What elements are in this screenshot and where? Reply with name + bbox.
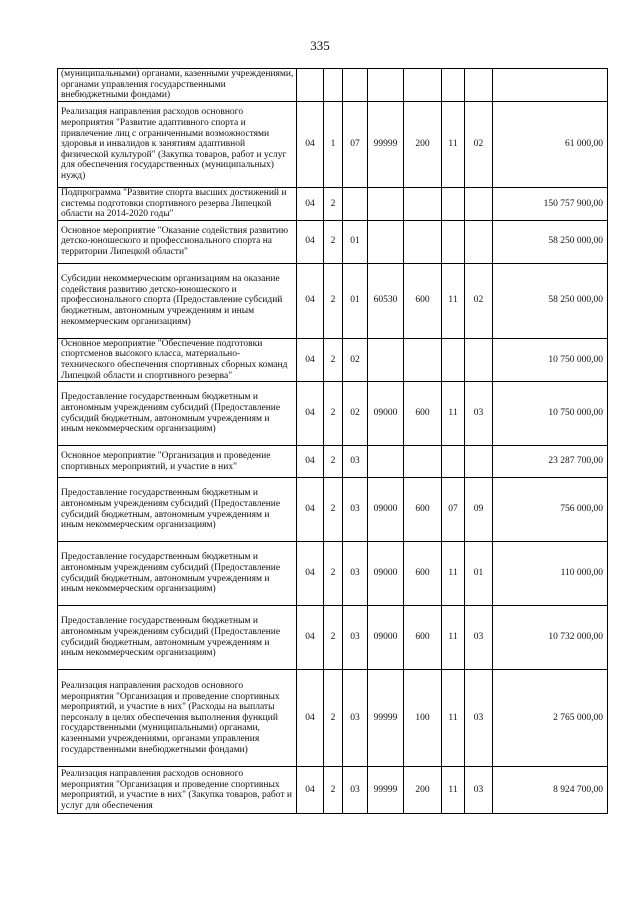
amount-cell: 58 250 000,00 <box>493 220 608 263</box>
subsection-code-cell <box>343 69 368 102</box>
row-name-cell: Реализация направления расходов основного мероприятия "Организация и проведение спортивных мероприятий, и участие в них" (Расходы на выплаты персоналу в целях обеспечения выполнения функций государственными (муниципальными) органами, казенными учреждениями, органами управления государственными внебюджетными фондами) <box>58 670 297 767</box>
subdivision-code-cell <box>465 220 493 263</box>
ministry-code-cell: 04 <box>297 188 324 221</box>
ministry-code-cell: 04 <box>297 670 324 767</box>
subdivision-code-cell: 03 <box>465 670 493 767</box>
amount-cell: 23 287 700,00 <box>493 446 608 478</box>
expense-type-cell: 100 <box>404 670 442 767</box>
row-name-cell: Предоставление государственным бюджетным и автономным учреждениям субсидий (Предоставление субсидий бюджетным, автономным учреждениям и иным некоммерческим организациям) <box>58 542 297 606</box>
subdivision-code-cell: 02 <box>465 263 493 338</box>
row-name-cell: Реализация направления расходов основного мероприятия "Развитие адаптивного спорта и привлечение лиц с ограниченными возможностями здоровья и инвалидов к занятиям адаптивной физической культурой" (Закупка товаров, работ и услуг для обеспечения государственных (муниципальных) нужд) <box>58 102 297 188</box>
section-code-cell <box>324 69 343 102</box>
ministry-code-cell: 04 <box>297 478 324 542</box>
amount-cell: 61 000,00 <box>493 102 608 188</box>
section-code-cell: 2 <box>324 542 343 606</box>
division-code-cell: 11 <box>442 263 465 338</box>
table-row <box>58 338 608 381</box>
subdivision-code-cell: 01 <box>465 542 493 606</box>
subsection-code-cell: 03 <box>343 767 368 814</box>
subsection-code-cell: 02 <box>343 338 368 381</box>
target-code-cell: 09000 <box>368 478 404 542</box>
ministry-code-cell: 04 <box>297 102 324 188</box>
target-code-cell: 99999 <box>368 767 404 814</box>
row-name-cell: Субсидии некоммерческим организациям на оказание содействия развитию детско-юношеского и профессионального спорта (Предоставление субсидий бюджетным, автономным учреждениям и иным некоммерческим организациям) <box>58 263 297 338</box>
ministry-code-cell <box>297 69 324 102</box>
ministry-code-cell: 04 <box>297 767 324 814</box>
section-code-cell: 2 <box>324 263 343 338</box>
division-code-cell: 11 <box>442 606 465 670</box>
subdivision-code-cell: 03 <box>465 606 493 670</box>
table-row <box>58 446 608 478</box>
section-code-cell: 2 <box>324 446 343 478</box>
expense-type-cell: 600 <box>404 382 442 446</box>
row-name-cell: Предоставление государственным бюджетным и автономным учреждениям субсидий (Предоставление субсидий бюджетным, автономным учреждениям и иным некоммерческим организациям) <box>58 606 297 670</box>
amount-cell: 150 757 900,00 <box>493 188 608 221</box>
row-name-cell: Подпрограмма "Развитие спорта высших достижений и системы подготовки спортивного резерва Липецкой области на 2014-2020 годы" <box>58 188 297 221</box>
expense-type-cell: 600 <box>404 478 442 542</box>
ministry-code-cell: 04 <box>297 446 324 478</box>
expense-type-cell <box>404 338 442 381</box>
amount-cell: 8 924 700,00 <box>493 767 608 814</box>
subsection-code-cell: 02 <box>343 382 368 446</box>
amount-cell: 10 750 000,00 <box>493 338 608 381</box>
expense-type-cell: 600 <box>404 606 442 670</box>
subsection-code-cell: 03 <box>343 606 368 670</box>
table-row <box>58 382 608 446</box>
division-code-cell <box>442 69 465 102</box>
table-row <box>58 69 608 102</box>
table-row <box>58 606 608 670</box>
amount-cell: 2 765 000,00 <box>493 670 608 767</box>
table-row <box>58 670 608 767</box>
subdivision-code-cell: 03 <box>465 382 493 446</box>
section-code-cell: 1 <box>324 102 343 188</box>
division-code-cell <box>442 220 465 263</box>
section-code-cell: 2 <box>324 767 343 814</box>
expense-type-cell <box>404 220 442 263</box>
row-name-cell: Основное мероприятие "Организация и проведение спортивных мероприятий, и участие в них" <box>58 446 297 478</box>
target-code-cell: 09000 <box>368 542 404 606</box>
section-code-cell: 2 <box>324 382 343 446</box>
subdivision-code-cell: 09 <box>465 478 493 542</box>
division-code-cell: 11 <box>442 102 465 188</box>
expense-type-cell: 200 <box>404 767 442 814</box>
target-code-cell: 99999 <box>368 670 404 767</box>
expense-type-cell <box>404 446 442 478</box>
ministry-code-cell: 04 <box>297 382 324 446</box>
subsection-code-cell: 03 <box>343 670 368 767</box>
row-name-cell: Основное мероприятие "Оказание содействия развитию детско-юношеского и профессионального спорта на территории Липецкой области" <box>58 220 297 263</box>
target-code-cell <box>368 69 404 102</box>
subsection-code-cell: 03 <box>343 478 368 542</box>
target-code-cell: 99999 <box>368 102 404 188</box>
table-row <box>58 542 608 606</box>
table-row <box>58 102 608 188</box>
section-code-cell: 2 <box>324 188 343 221</box>
expense-type-cell <box>404 188 442 221</box>
subsection-code-cell: 01 <box>343 263 368 338</box>
ministry-code-cell: 04 <box>297 263 324 338</box>
row-name-cell: (муниципальными) органами, казенными учреждениями, органами управления государственными внебюджетными фондами) <box>58 69 297 102</box>
amount-cell: 10 732 000,00 <box>493 606 608 670</box>
budget-table <box>57 68 608 814</box>
target-code-cell: 60530 <box>368 263 404 338</box>
division-code-cell: 07 <box>442 478 465 542</box>
subsection-code-cell: 07 <box>343 102 368 188</box>
subdivision-code-cell <box>465 188 493 221</box>
division-code-cell <box>442 338 465 381</box>
expense-type-cell: 600 <box>404 263 442 338</box>
target-code-cell <box>368 220 404 263</box>
expense-type-cell: 600 <box>404 542 442 606</box>
target-code-cell: 09000 <box>368 382 404 446</box>
table-row <box>58 220 608 263</box>
subdivision-code-cell <box>465 338 493 381</box>
ministry-code-cell: 04 <box>297 606 324 670</box>
expense-type-cell <box>404 69 442 102</box>
division-code-cell: 11 <box>442 670 465 767</box>
section-code-cell: 2 <box>324 220 343 263</box>
division-code-cell: 11 <box>442 767 465 814</box>
section-code-cell: 2 <box>324 478 343 542</box>
amount-cell <box>493 69 608 102</box>
table-body <box>58 69 608 814</box>
amount-cell: 110 000,00 <box>493 542 608 606</box>
ministry-code-cell: 04 <box>297 220 324 263</box>
row-name-cell: Реализация направления расходов основного мероприятия "Организация и проведение спортивных мероприятий, и участие в них" (Закупка товаров, работ и услуг для обеспечения <box>58 767 297 814</box>
subdivision-code-cell <box>465 446 493 478</box>
expense-type-cell: 200 <box>404 102 442 188</box>
amount-cell: 58 250 000,00 <box>493 263 608 338</box>
table-row <box>58 263 608 338</box>
ministry-code-cell: 04 <box>297 338 324 381</box>
section-code-cell: 2 <box>324 606 343 670</box>
table-row <box>58 767 608 814</box>
target-code-cell <box>368 188 404 221</box>
subdivision-code-cell: 03 <box>465 767 493 814</box>
subsection-code-cell: 03 <box>343 542 368 606</box>
amount-cell: 10 750 000,00 <box>493 382 608 446</box>
target-code-cell <box>368 338 404 381</box>
division-code-cell <box>442 188 465 221</box>
section-code-cell: 2 <box>324 338 343 381</box>
subsection-code-cell: 03 <box>343 446 368 478</box>
row-name-cell: Основное мероприятие "Обеспечение подготовки спортсменов высокого класса, материально-технического обеспечения спортивных сборных команд Липецкой области и спортивного резерва" <box>58 338 297 381</box>
page-number: 335 <box>310 38 330 53</box>
row-name-cell: Предоставление государственным бюджетным и автономным учреждениям субсидий (Предоставление субсидий бюджетным, автономным учреждениям и иным некоммерческим организациям) <box>58 478 297 542</box>
subsection-code-cell <box>343 188 368 221</box>
division-code-cell: 11 <box>442 382 465 446</box>
target-code-cell: 09000 <box>368 606 404 670</box>
table-row <box>58 188 608 221</box>
division-code-cell: 11 <box>442 542 465 606</box>
subdivision-code-cell: 02 <box>465 102 493 188</box>
target-code-cell <box>368 446 404 478</box>
division-code-cell <box>442 446 465 478</box>
amount-cell: 756 000,00 <box>493 478 608 542</box>
row-name-cell: Предоставление государственным бюджетным и автономным учреждениям субсидий (Предоставление субсидий бюджетным, автономным учреждениям и иным некоммерческим организациям) <box>58 382 297 446</box>
subsection-code-cell: 01 <box>343 220 368 263</box>
subdivision-code-cell <box>465 69 493 102</box>
ministry-code-cell: 04 <box>297 542 324 606</box>
section-code-cell: 2 <box>324 670 343 767</box>
table-row <box>58 478 608 542</box>
